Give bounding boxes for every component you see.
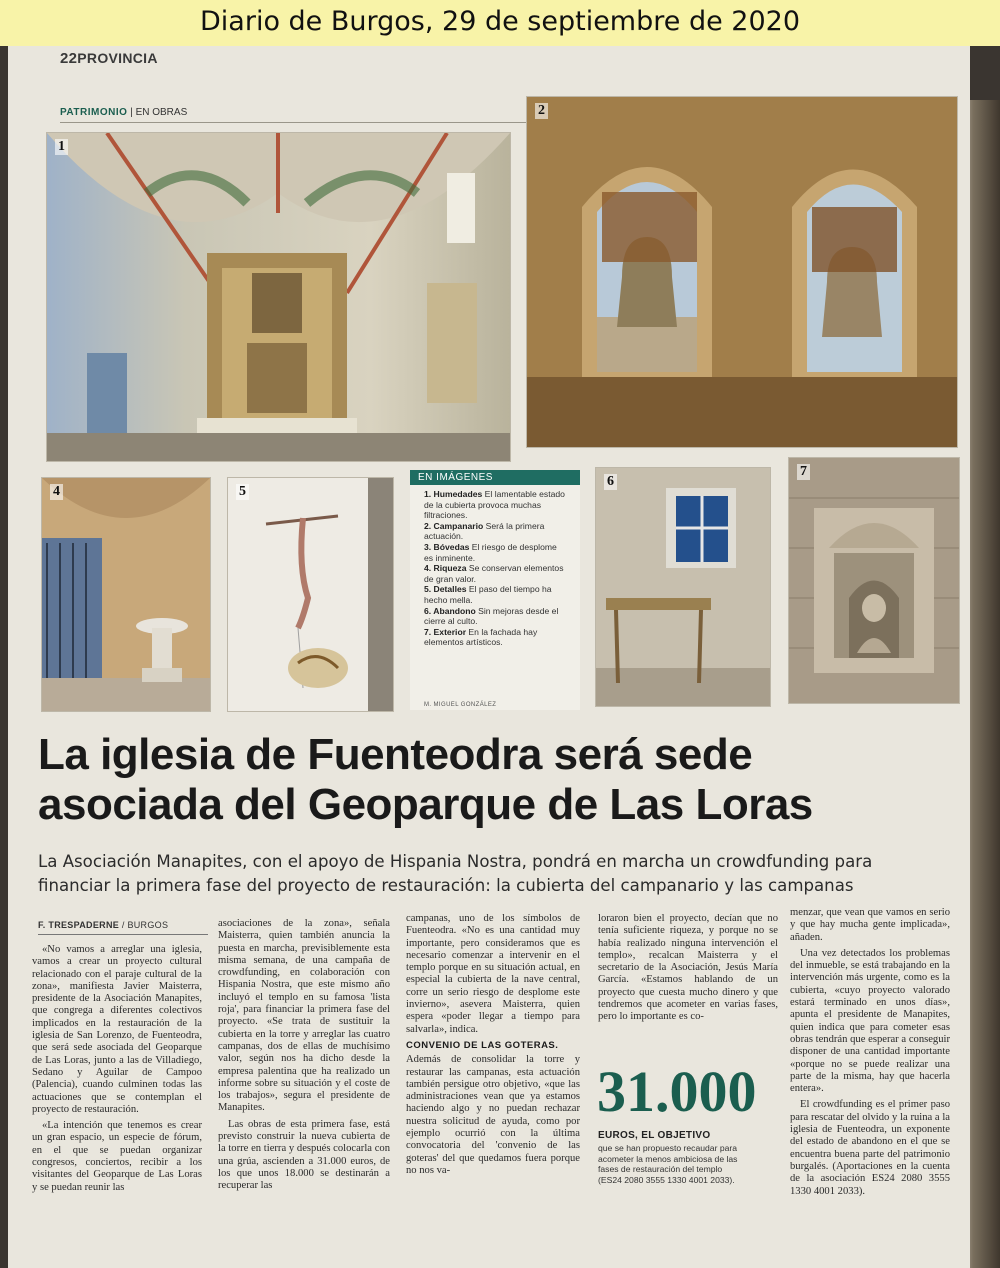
subheading: CONVENIO DE LAS GOTERAS. bbox=[406, 1039, 559, 1051]
photo-number: 4 bbox=[50, 484, 63, 500]
baptismal-font-illustration bbox=[42, 478, 210, 711]
gallery-item-text: Se conservan elementos de gran valor. bbox=[424, 563, 564, 584]
photo-number: 6 bbox=[604, 474, 617, 490]
article-column-2 bbox=[218, 918, 390, 1197]
byline-rule bbox=[38, 934, 208, 935]
paragraph: Además de consolidar la torre y restaurar las campanas, esta actuación también persigue otro objetivo, «que las administraciones vean que ya estamos haciendo algo y no puedan rechazar nuestra solicitud de ayuda, como por ejemplo ocurrió con la última convocatoria del 'convenio de las goteras' del que quedamos fuera porque no nos va- bbox=[406, 1054, 580, 1176]
photo-number: 7 bbox=[797, 464, 810, 480]
photo-baptismal-font bbox=[42, 478, 210, 711]
gallery-item-label: 2. Campanario bbox=[424, 520, 484, 531]
photo-window-table bbox=[596, 468, 770, 706]
article-column-1 bbox=[32, 944, 202, 1198]
article-column-5 bbox=[790, 907, 950, 1202]
article-headline bbox=[38, 730, 813, 830]
paragraph: Las obras de esta primera fase, está previsto construir la nueva cubierta de la torre en tierra y después colocarla con una grúa, ascienden a 31.000 euros, de los que unos 18.000 se destinarán a recuperar las bbox=[218, 1118, 390, 1192]
headline-line: La iglesia de Fuenteodra será sede bbox=[38, 730, 753, 779]
gallery-item-text: El riesgo de desplome es inminente. bbox=[424, 541, 557, 563]
gallery-item-label: 3. Bóvedas bbox=[424, 541, 470, 552]
gallery-item bbox=[424, 521, 568, 542]
gallery-captions-box bbox=[410, 470, 580, 710]
gallery-item bbox=[424, 627, 568, 648]
caption-banner bbox=[0, 0, 1000, 46]
gallery-item-text: El paso del tiempo ha hecho mella. bbox=[424, 584, 552, 605]
crucifix-illustration bbox=[228, 478, 393, 711]
banner-text: Diario de Burgos, 29 de septiembre de 2020 bbox=[200, 6, 800, 37]
paragraph: El crowdfunding es el primer paso para rescatar del olvido y la ruina a la iglesia de Fuenteodra, un exponente del estado de abandono en el que se encuentra buena parte del patrimonio burgalés. (Aportaciones en la cuenta de la asociación ES24 2080 3555 1330 4001 2033). bbox=[790, 1099, 950, 1197]
gallery-items bbox=[410, 485, 580, 648]
paragraph: «La intención que tenemos es crear un gran espacio, un especie de fórum, en el que se puedan organizar congresos, conciertos, recibir a los visitantes del Geoparque de Las Loras y se puedan reunir las bbox=[32, 1120, 202, 1193]
paragraph: asociaciones de la zona», señala Maisterra, quien también anuncia la puesta en marcha, previsiblemente esta misma semana, de una campaña de crowdfunding, en colaboración con Hispania Nostra, que este mismo año incluyó el templo en su famosa 'lista roja', para financiar la primera fase del proyecto. «Se trata de sustituir la cubierta en la torre y arreglar las cuatro campanas, dos de ellas de muchísimo valor, según nos ha dicho desde la empresa palentina que ha realizado un informe sobre su situación y el coste de los trabajos», segura el presidente de Manapites. bbox=[218, 918, 390, 1114]
gallery-item bbox=[424, 563, 568, 584]
window-table-illustration bbox=[596, 468, 770, 706]
gallery-item-text: El lamentable estado de la cubierta provoca muchas filtraciones. bbox=[424, 489, 565, 521]
photo-credit: M. MIGUEL GONZÁLEZ bbox=[424, 702, 497, 708]
page-folio bbox=[60, 50, 158, 67]
gallery-item-label: 5. Detalles bbox=[424, 584, 467, 595]
photo-church-interior bbox=[47, 133, 510, 461]
gallery-item-label: 1. Humedades bbox=[424, 489, 483, 499]
church-interior-illustration bbox=[47, 133, 510, 461]
subhead-line: financiar la primera fase del proyecto de restauración: la cubierta del campanario y las campanas bbox=[38, 876, 854, 895]
gallery-item-text: Sin mejoras desde el cierre al culto. bbox=[424, 605, 559, 627]
gallery-item bbox=[424, 542, 568, 563]
gallery-item bbox=[424, 584, 568, 605]
paragraph: «No vamos a arreglar una iglesia, vamos a crear un proyecto cultural relacionado con el paraje cultural de la zona», manifiesta Javier Maisterra, presidente de la Asociación Manapites, que congrega a diferentes colectivos implicados en la restauración de la iglesia de San Lorenzo, de Fuenteodra, que será sede asociada del Geoparque de Las Loras, junto a las de Villadiego, Sedano y Aguilar de Campoo (Palencia), cuando culminen todas las actuaciones que se contemplan el proyecto de restauración. bbox=[32, 944, 202, 1115]
section-tag: PATRIMONIO | EN OBRAS bbox=[60, 107, 188, 118]
callout-text: que se han propuesto recaudar para acometer la menos ambiciosa de las fases de restauración del templo (ES24 2080 3555 1330 4001 2033). bbox=[598, 1143, 738, 1185]
article-column-4 bbox=[598, 913, 778, 1028]
photo-number: 5 bbox=[236, 484, 249, 500]
paragraph: loraron bien el proyecto, decían que no tenía suficiente riqueza, y porque no se había realizado ninguna intervención el templo», recalcan Maisterra y el secretario de la Asociación, Jesús María García. «Estamos hablando de un proyecto que cuesta mucho dinero y que tendremos que acometer en varias fases, pero lo importante es co- bbox=[598, 913, 778, 1023]
gallery-item bbox=[424, 606, 568, 627]
paragraph: menzar, que vean que vamos en serio y que hay mucha gente implicada», añaden. bbox=[790, 907, 950, 943]
photo-number: 2 bbox=[535, 103, 548, 119]
gallery-title: EN IMÁGENES bbox=[410, 470, 580, 485]
bell-tower-illustration bbox=[527, 97, 957, 447]
subhead-line: La Asociación Manapites, con el apoyo de Hispania Nostra, pondrá en marcha un crowdfunding para bbox=[38, 852, 873, 871]
gallery-item bbox=[424, 489, 568, 521]
callout-number: 31.000 bbox=[597, 1059, 757, 1124]
gallery-item-text: En la fachada hay elementos artísticos. bbox=[424, 626, 538, 648]
byline-place: BURGOS bbox=[127, 920, 169, 930]
gallery-item-label: 7. Exterior bbox=[424, 626, 467, 637]
section-name: PROVINCIA bbox=[77, 50, 158, 66]
paragraph: campanas, uno de los símbolos de Fuenteodra. «No es una cantidad muy importante, pero consideramos que es necesario comenzar a intervenir en el templo porque en su situación actual, en especial la cubierta de la nave central, corre un serio riesgo de desplome este invierno», asevera Maisterra, quien espera «poder llegar a tiempo para salvarla», indica. bbox=[406, 913, 580, 1035]
paragraph: Una vez detectados los problemas del inmueble, se está trabajando en la intervención más urgente, como es la cubierta, «cuyo proyecto valorado estará terminado en unos días», apunta el presidente de Manapites, quien indica que para cometer esas obras tendrán que esperar a conseguir disponer de una cantidad importante «porque no se puede realizar una parte de la misma, hay que hacerla entera». bbox=[790, 947, 950, 1095]
gallery-item-label: 6. Abandono bbox=[424, 605, 476, 616]
section-main: PATRIMONIO bbox=[60, 107, 128, 118]
photo-crucifix bbox=[228, 478, 393, 711]
article-column-3 bbox=[406, 913, 580, 1181]
article-subhead bbox=[38, 850, 872, 898]
section-sub: EN OBRAS bbox=[135, 107, 188, 118]
gallery-item-label: 4. Riqueza bbox=[424, 563, 467, 574]
byline: F. TRESPADERNE / BURGOS bbox=[38, 920, 169, 930]
callout-label: EUROS, EL OBJETIVO bbox=[598, 1130, 711, 1141]
byline-author: F. TRESPADERNE bbox=[38, 920, 120, 930]
page-number: 22 bbox=[60, 50, 78, 67]
photo-bell-tower bbox=[527, 97, 957, 447]
photo-number: 1 bbox=[55, 139, 68, 155]
headline-line: asociada del Geoparque de Las Loras bbox=[38, 780, 813, 829]
gallery-item-text: Será la primera actuación. bbox=[424, 520, 545, 542]
exterior-niche-illustration bbox=[789, 458, 959, 703]
photo-exterior-niche bbox=[789, 458, 959, 703]
